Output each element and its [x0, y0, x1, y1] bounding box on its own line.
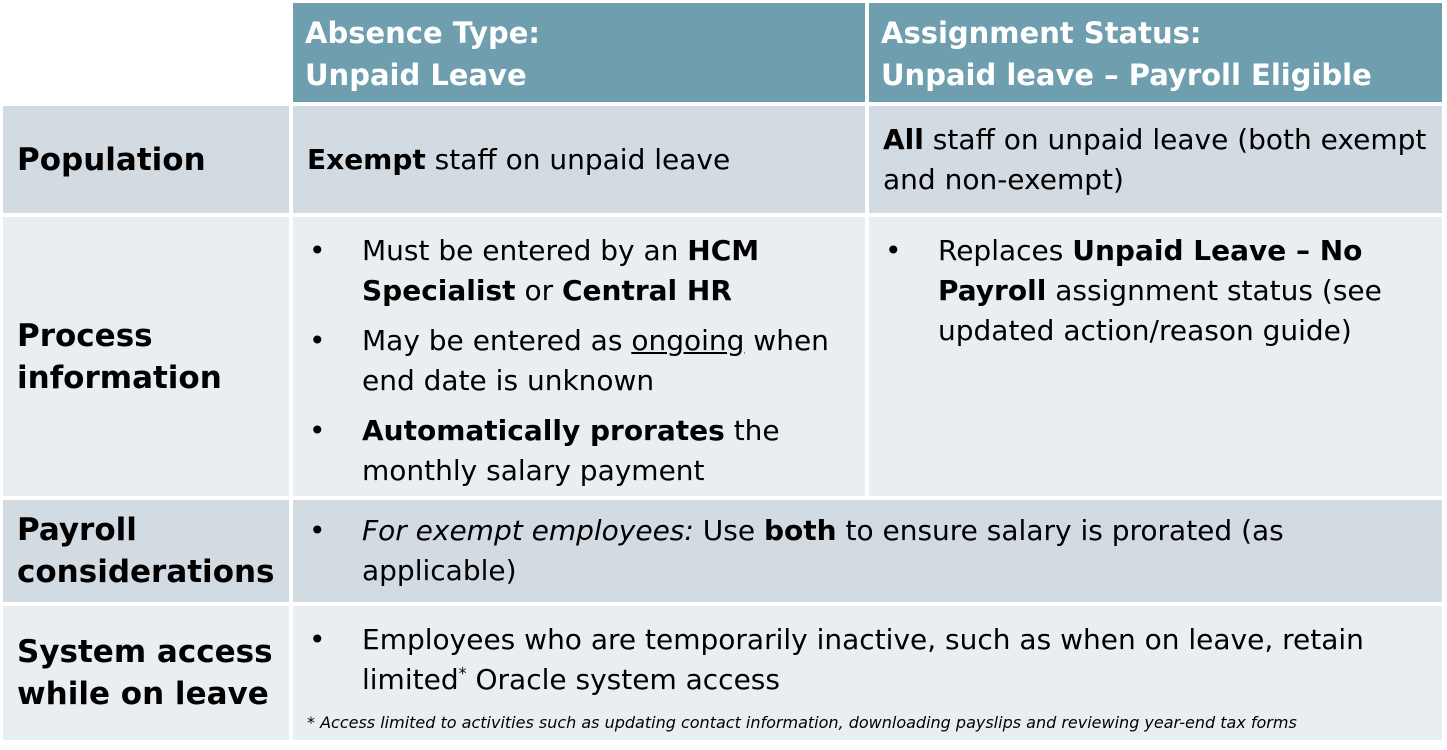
row-label-population [3, 106, 289, 213]
text-run: Must be entered by an [362, 234, 688, 267]
header-blank-cell [3, 3, 289, 102]
text-run: Replaces [938, 234, 1073, 267]
list-item [307, 620, 1428, 700]
row-label-process-line1: Process [17, 317, 153, 354]
text-run: May be entered as [362, 324, 632, 357]
population-absence-cell [293, 106, 865, 213]
population-absence-bold: Exempt [307, 142, 426, 176]
row-label-payroll [3, 500, 289, 602]
row-label-population-text: Population [17, 141, 206, 178]
text-run: or [515, 274, 562, 307]
system-access-cell [293, 606, 1442, 740]
header-absence-type [293, 3, 865, 102]
bold-run: HCM Specialist [362, 234, 760, 307]
header-absence-type-line1: Absence Type: [305, 16, 541, 50]
row-label-system-line2: while on leave [17, 676, 269, 712]
system-access-list [307, 620, 1428, 700]
header-absence-type-line2: Unpaid Leave [305, 58, 527, 92]
row-label-payroll-line1: Payroll [17, 512, 137, 548]
list-item [307, 321, 851, 401]
population-assignment-cell [869, 106, 1442, 213]
process-absence-cell [293, 217, 865, 496]
row-label-process-line2: information [17, 359, 222, 396]
row-label-process [3, 217, 289, 496]
list-item [307, 411, 851, 491]
underlined-run: ongoing [631, 324, 745, 357]
row-label-system-line1: System access [17, 634, 273, 670]
bold-run: Central HR [562, 274, 732, 307]
list-item [307, 231, 851, 311]
bold-run: Unpaid Leave – No Payroll [938, 234, 1363, 307]
population-absence-text [307, 140, 851, 180]
text-run: assignment status (see updated action/reason guide) [938, 274, 1382, 347]
header-assignment-status-line2: Unpaid leave – Payroll Eligible [881, 58, 1372, 92]
footnote-marker: * [458, 663, 467, 683]
list-item [307, 511, 1428, 591]
text-run: Use [693, 514, 764, 547]
process-assignment-list [883, 231, 1428, 351]
text-run: Oracle system access [466, 663, 780, 696]
text-run: Employees who are temporarily inactive, such as when on leave, retain limited [362, 623, 1364, 696]
row-label-payroll-line2: considerations [17, 554, 275, 590]
header-assignment-status [869, 3, 1442, 102]
population-assignment-bold: All [883, 122, 924, 156]
comparison-table [3, 3, 1442, 745]
list-item [883, 231, 1428, 351]
footnote: * Access limited to activities such as updating contact information, downloading payslips and reviewing year-end tax forms [307, 713, 1297, 732]
process-absence-list [307, 231, 851, 491]
population-absence-rest: staff on unpaid leave [425, 142, 731, 176]
population-assignment-text [883, 120, 1428, 200]
row-label-system-access [3, 606, 289, 740]
payroll-list [307, 511, 1428, 591]
italic-run: For exempt employees: [362, 514, 694, 547]
text-run: to ensure salary is prorated (as applicable) [362, 514, 1284, 587]
text-run: when end date is unknown [362, 324, 829, 397]
population-assignment-rest: staff on unpaid leave (both exempt and non-exempt) [883, 122, 1427, 196]
bold-run: Automatically prorates [362, 414, 725, 447]
header-assignment-status-line1: Assignment Status: [881, 16, 1202, 50]
process-assignment-cell [869, 217, 1442, 496]
payroll-cell [293, 500, 1442, 602]
text-run: the monthly salary payment [362, 414, 780, 487]
bold-run: both [763, 514, 837, 547]
